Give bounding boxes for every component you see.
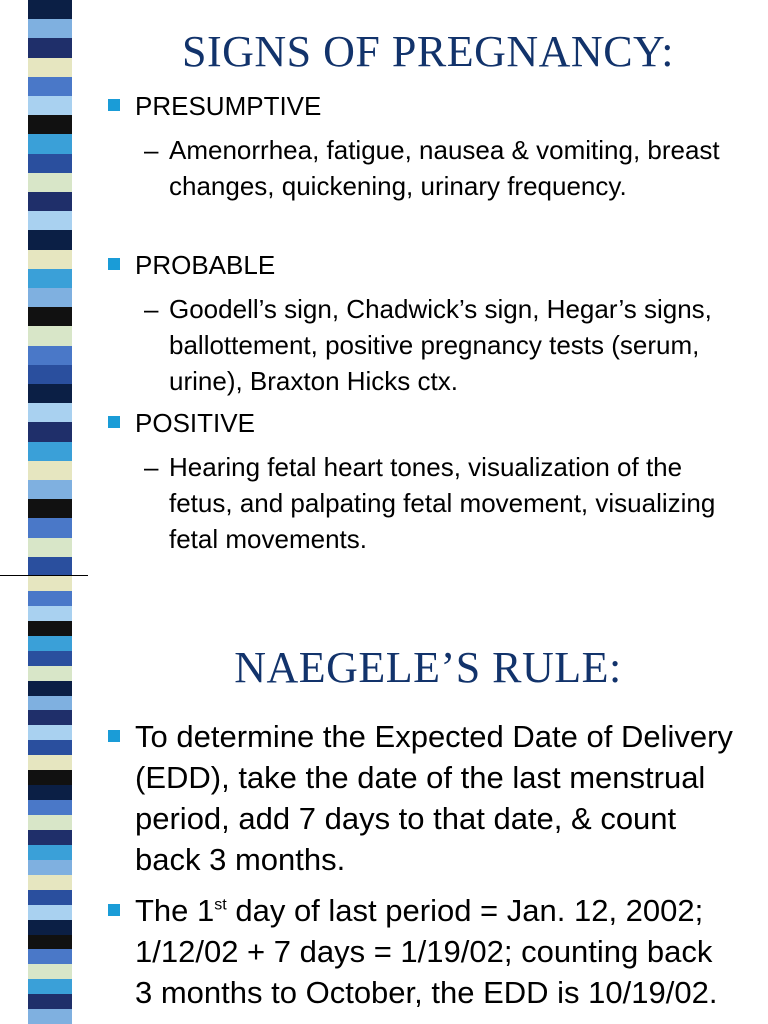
square-bullet-icon xyxy=(108,99,120,111)
stripe-band xyxy=(28,636,72,651)
stripe-band xyxy=(28,755,72,770)
stripe-band xyxy=(28,422,72,441)
stripe-band xyxy=(28,58,72,77)
stripe-band xyxy=(28,696,72,711)
sub-bullet-text: Amenorrhea, fatigue, nausea & vomiting, breast changes, quickening, urinary frequency. xyxy=(169,135,720,201)
example-text-start: The 1 xyxy=(135,893,215,928)
dash-marker: – xyxy=(144,294,159,324)
stripe-band xyxy=(28,576,72,591)
sub-bullet-probable xyxy=(144,291,724,399)
sub-bullet-text: Goodell’s sign, Chadwick’s sign, Hegar’s signs, ballottement, positive pregnancy tests (serum, urine), Braxton Hicks ctx. xyxy=(169,294,712,396)
bullet-text: To determine the Expected Date of Delivery (EDD), take the date of the last menstrual period, add 7 days to that date, & count back 3 months. xyxy=(135,719,733,877)
stripe-band xyxy=(28,740,72,755)
stripe-band xyxy=(28,830,72,845)
decorative-stripe xyxy=(28,0,72,576)
sub-bullet-text: Hearing fetal heart tones, visualization of the fetus, and palpating fetal movement, visualizing fetal movements. xyxy=(169,452,716,554)
stripe-band xyxy=(28,173,72,192)
stripe-band xyxy=(28,905,72,920)
stripe-band xyxy=(28,785,72,800)
stripe-band xyxy=(28,935,72,950)
stripe-band xyxy=(28,964,72,979)
stripe-band xyxy=(28,591,72,606)
stripe-band xyxy=(28,0,72,19)
stripe-band xyxy=(28,115,72,134)
stripe-band xyxy=(28,666,72,681)
stripe-band xyxy=(28,518,72,537)
stripe-band xyxy=(28,250,72,269)
sub-bullet-positive xyxy=(144,449,724,557)
stripe-band xyxy=(28,192,72,211)
stripe-band xyxy=(28,442,72,461)
sub-bullet-presumptive xyxy=(144,132,724,204)
stripe-band xyxy=(28,96,72,115)
bullet-probable xyxy=(108,247,738,283)
stripe-band xyxy=(28,890,72,905)
stripe-band xyxy=(28,38,72,57)
stripe-band xyxy=(28,1009,72,1024)
stripe-band xyxy=(28,770,72,785)
stripe-band xyxy=(28,230,72,249)
slide-title: SIGNS OF PREGNANCY: xyxy=(182,27,674,76)
stripe-band xyxy=(28,920,72,935)
bullet-edd-definition xyxy=(108,716,738,880)
bullet-edd-example xyxy=(108,890,738,1013)
bullet-presumptive xyxy=(108,88,738,124)
stripe-band xyxy=(28,384,72,403)
stripe-band xyxy=(28,154,72,173)
stripe-band xyxy=(28,621,72,636)
stripe-band xyxy=(28,845,72,860)
stripe-band xyxy=(28,815,72,830)
slide-title: NAEGELE’S RULE: xyxy=(234,643,622,692)
stripe-band xyxy=(28,875,72,890)
slide-naegeles-rule xyxy=(0,576,768,1024)
stripe-band xyxy=(28,461,72,480)
stripe-band xyxy=(28,557,72,576)
stripe-band xyxy=(28,681,72,696)
square-bullet-icon xyxy=(108,258,120,270)
stripe-band xyxy=(28,134,72,153)
bullet-positive xyxy=(108,405,738,441)
stripe-band xyxy=(28,307,72,326)
stripe-band xyxy=(28,480,72,499)
stripe-band xyxy=(28,979,72,994)
square-bullet-icon xyxy=(108,730,120,742)
decorative-stripe xyxy=(28,576,72,1024)
stripe-band xyxy=(28,77,72,96)
stripe-band xyxy=(28,606,72,621)
stripe-band xyxy=(28,651,72,666)
bullet-heading: PROBABLE xyxy=(135,250,276,280)
stripe-band xyxy=(28,19,72,38)
square-bullet-icon xyxy=(108,904,120,916)
stripe-band xyxy=(28,346,72,365)
example-text-rest: day of last period = Jan. 12, 2002; 1/12/02 + 7 days = 1/19/02; counting back 3 months to October, the EDD is 10/19/02. xyxy=(135,893,718,1010)
stripe-band xyxy=(28,326,72,345)
stripe-band xyxy=(28,288,72,307)
dash-marker: – xyxy=(144,135,159,165)
stripe-band xyxy=(28,860,72,875)
stripe-band xyxy=(28,538,72,557)
square-bullet-icon xyxy=(108,416,120,428)
stripe-band xyxy=(28,499,72,518)
stripe-band xyxy=(28,269,72,288)
bullet-heading: PRESUMPTIVE xyxy=(135,91,322,121)
dash-marker: – xyxy=(144,452,159,482)
bullet-text xyxy=(135,890,738,1013)
stripe-band xyxy=(28,365,72,384)
ordinal-suffix: st xyxy=(214,896,227,914)
stripe-band xyxy=(28,710,72,725)
stripe-band xyxy=(28,800,72,815)
stripe-band xyxy=(28,403,72,422)
stripe-band xyxy=(28,211,72,230)
stripe-band xyxy=(28,949,72,964)
bullet-heading: POSITIVE xyxy=(135,408,255,438)
stripe-band xyxy=(28,994,72,1009)
stripe-band xyxy=(28,725,72,740)
